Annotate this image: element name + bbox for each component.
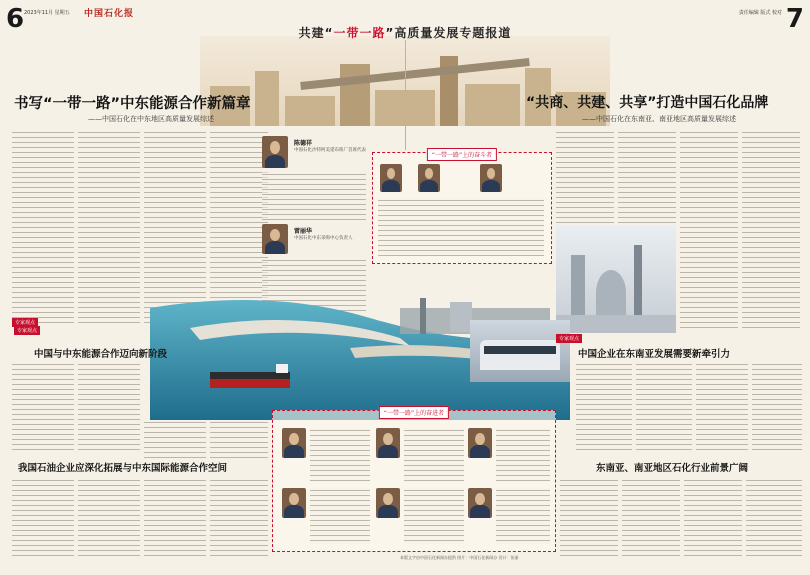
person1-interview-text — [262, 172, 366, 220]
right-lower-column-2 — [636, 362, 692, 452]
engineer-portrait-4 — [282, 488, 306, 518]
left-bottom-column-1 — [12, 478, 74, 558]
interview-box-top-title: “一带一路”上的奋斗者 — [427, 148, 497, 161]
right-section-tag: 专家观点 — [556, 334, 582, 343]
engineer-portrait-3 — [468, 428, 492, 458]
left-subhead: ——中国石化在中东地区高质量发展综述 — [88, 115, 214, 123]
right-date-line: 责任编辑 版式 校对 — [738, 10, 782, 16]
left-article-column-2 — [78, 130, 140, 325]
refinery-photo — [556, 225, 676, 333]
right-lower-column-1 — [576, 362, 632, 452]
left-bottom-column-4 — [210, 478, 268, 558]
left-headline: 书写“一带一路”中东能源合作新篇章 — [14, 96, 251, 112]
right-article-column-4 — [742, 130, 800, 330]
right-lower-column-3 — [696, 362, 748, 452]
worker-portrait-3 — [480, 164, 502, 192]
left-block-headline: 我国石油企业应深化拓展与中东国际能源合作空间 — [18, 463, 228, 474]
right-bottom-column-3 — [684, 478, 742, 558]
banner-suffix: ”高质量发展专题报道 — [385, 26, 512, 40]
portrait-lei-lihua — [262, 224, 288, 254]
engineer-portrait-5 — [376, 488, 400, 518]
page-footer-credits: 本版文字由中国石化新闻办提供 图片：中国石化新闻办 设计：张丽 — [400, 555, 519, 560]
interview-box-top-text — [378, 198, 544, 256]
person2-name: 雷丽华 — [294, 228, 313, 235]
right-article-column-3 — [680, 130, 738, 330]
left-section-tag: 专家观点 — [14, 326, 40, 335]
right-bottom-column-1 — [560, 478, 618, 558]
left-article-column-1 — [12, 130, 74, 325]
banner-prefix: 共建“ — [298, 26, 334, 40]
left-lower-column-3 — [144, 420, 206, 458]
right-section-headline: 中国企业在东南亚发展需要新牵引力 — [578, 349, 731, 360]
left-section-headline: 中国与中东能源合作迈向新阶段 — [34, 349, 168, 360]
bottom-box-text-2 — [404, 428, 464, 482]
left-page-number: 6 — [6, 4, 25, 34]
left-expert-tag: 专家观点 — [12, 318, 38, 327]
right-bottom-column-4 — [746, 478, 802, 558]
right-lower-column-4 — [752, 362, 802, 452]
interview-box-bottom-title: “一带一路”上的奋进者 — [379, 406, 449, 419]
left-lower-column-2 — [78, 362, 140, 454]
bottom-box-text-3 — [496, 428, 550, 482]
right-bottom-column-2 — [622, 478, 680, 558]
engineer-portrait-2 — [376, 428, 400, 458]
metro-train-photo — [470, 320, 570, 382]
engineer-portrait-6 — [468, 488, 492, 518]
special-report-banner — [270, 24, 540, 41]
person1-title: 中国石化沙特阿美延布炼厂首席代表 — [294, 148, 366, 153]
person1-name: 陈德祥 — [294, 140, 313, 147]
right-subhead: ——中国石化在东南亚、南亚地区高质量发展综述 — [582, 115, 736, 123]
left-bottom-column-3 — [144, 478, 206, 558]
right-block-headline: 东南亚、南亚地区石化行业前景广阔 — [596, 463, 749, 474]
right-page-number: 7 — [785, 4, 804, 34]
left-lower-column-4 — [210, 420, 268, 458]
left-bottom-column-2 — [78, 478, 140, 558]
worker-portrait-2 — [418, 164, 440, 192]
worker-portrait-1 — [380, 164, 402, 192]
bottom-box-text-5 — [404, 488, 464, 544]
left-date-line: 2023年11月 星期五 — [24, 10, 70, 16]
bottom-box-text-4 — [310, 488, 370, 544]
engineer-portrait-1 — [282, 428, 306, 458]
page-gutter — [405, 40, 406, 150]
bottom-box-text-6 — [496, 488, 550, 544]
portrait-chen-dexiang — [262, 136, 288, 168]
banner-highlight: 一带一路 — [333, 26, 386, 40]
bottom-box-text-1 — [310, 428, 370, 482]
paper-logo: 中国石化报 — [84, 9, 135, 19]
person2-title: 中国石化中东采购中心负责人 — [294, 236, 353, 241]
left-lower-column-1 — [12, 362, 74, 454]
right-headline: “共商、共建、共享”打造中国石化品牌 — [526, 95, 769, 111]
